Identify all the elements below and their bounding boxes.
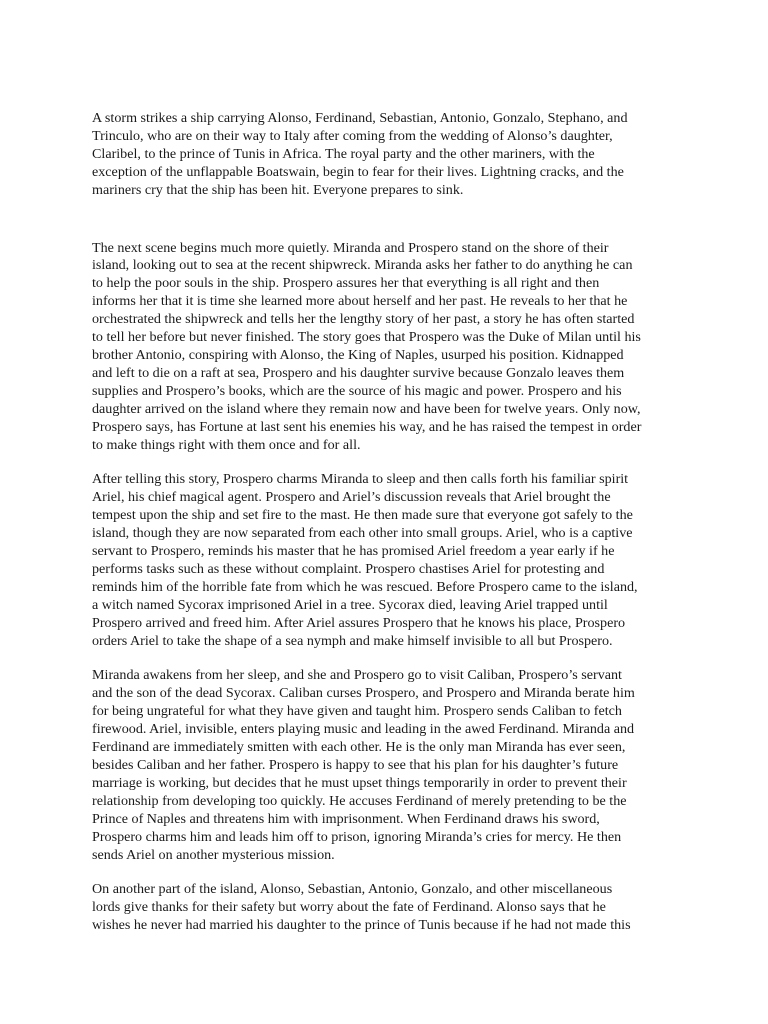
text-line: island, though they are now separated from each other into small groups. Ariel, who is a captive (92, 525, 633, 542)
text-line: Prospero charms him and leads him off to prison, ignoring Miranda’s cries for mercy. He then (92, 828, 622, 845)
paragraph-next-scene (92, 240, 662, 455)
text-line: After telling this story, Prospero charms Miranda to sleep and then calls forth his familiar spirit (92, 471, 629, 488)
text-line: informs her that it is time she learned more about herself and her past. He reveals to her that he (92, 293, 628, 310)
text-line: Claribel, to the prince of Tunis in Africa. The royal party and the other mariners, with the (92, 145, 595, 162)
text-line: sends Ariel on another mysterious mission. (92, 846, 335, 863)
text-line: reminds him of the horrible fate from which he was rescued. Before Prospero came to the island, (92, 578, 638, 595)
text-line: Prospero arrived and freed him. After Ariel assures Prospero that he knows his place, Prospero (92, 614, 626, 631)
text-line: daughter arrived on the island where they remain now and have been for twelve years. Only now, (92, 400, 641, 417)
text-line: island, looking out to sea at the recent shipwreck. Miranda asks her father to do anything he can (92, 257, 633, 274)
text-line: Ariel, his chief magical agent. Prospero and Ariel’s discussion reveals that Ariel brought the (92, 489, 611, 506)
text-line: firewood. Ariel, invisible, enters playing music and leading in the awed Ferdinand. Miranda and (92, 721, 635, 738)
text-line: exception of the unflappable Boatswain, begin to fear for their lives. Lightning cracks, and the (92, 163, 624, 180)
paragraph-ariel (92, 471, 662, 650)
text-line: and the son of the dead Sycorax. Caliban curses Prospero, and Prospero and Miranda berate him (92, 685, 635, 702)
text-line: Trinculo, who are on their way to Italy after coming from the wedding of Alonso’s daughter, (92, 127, 613, 144)
paragraph-lords (92, 881, 662, 935)
text-line: Miranda awakens from her sleep, and she and Prospero go to visit Caliban, Prospero’s servant (92, 667, 622, 684)
paragraph-storm (92, 110, 662, 200)
text-line: performs tasks such as these without complaint. Prospero chastises Ariel for protesting and (92, 560, 605, 577)
text-line: Prospero says, has Fortune at last sent his enemies his way, and he has raised the tempest in order (92, 418, 642, 435)
text-line: tempest upon the ship and set fire to the mast. He then made sure that everyone got safely to the (92, 507, 633, 524)
text-line: mariners cry that the ship has been hit. Everyone prepares to sink. (92, 181, 464, 198)
text-line: relationship from developing too quickly. He accuses Ferdinand of merely pretending to be the (92, 792, 627, 809)
text-line: On another part of the island, Alonso, Sebastian, Antonio, Gonzalo, and other miscellaneous (92, 881, 613, 898)
text-line: Prince of Naples and threatens him with imprisonment. When Ferdinand draws his sword, (92, 810, 600, 827)
paragraph-caliban (92, 667, 662, 864)
text-line: marriage is working, but decides that he must upset things temporarily in order to prevent their (92, 774, 627, 791)
text-line: lords give thanks for their safety but worry about the fate of Ferdinand. Alonso says that he (92, 899, 606, 916)
text-line: supplies and Prospero’s books, which are the source of his magic and power. Prospero and his (92, 382, 622, 399)
text-line: a witch named Sycorax imprisoned Ariel in a tree. Sycorax died, leaving Ariel trapped until (92, 596, 608, 613)
text-line: besides Caliban and her father. Prospero is happy to see that his plan for his daughter’s future (92, 757, 619, 773)
text-line: wishes he never had married his daughter to the prince of Tunis because if he had not made this (92, 917, 631, 934)
text-line: to tell her before but never finished. The story goes that Prospero was the Duke of Milan until his (92, 329, 641, 346)
text-line: servant to Prospero, reminds his master that he has promised Ariel freedom a year early if he (92, 543, 615, 560)
text-line: for being ungrateful for what they have given and taught him. Prospero sends Caliban to fetch (92, 703, 622, 720)
text-line: A storm strikes a ship carrying Alonso, Ferdinand, Sebastian, Antonio, Gonzalo, Stephano, and (92, 110, 628, 126)
text-line: orchestrated the shipwreck and tells her the lengthy story of her past, a story he has often started (92, 311, 635, 328)
text-line: The next scene begins much more quietly. Miranda and Prospero stand on the shore of their (92, 239, 609, 256)
text-line: Ferdinand are immediately smitten with each other. He is the only man Miranda has ever seen, (92, 739, 626, 756)
text-line: brother Antonio, conspiring with Alonso, the King of Naples, usurped his position. Kidnapped (92, 346, 624, 363)
text-line: to help the poor souls in the ship. Prospero assures her that everything is all right and then (92, 275, 600, 292)
text-line: and left to die on a raft at sea, Prospero and his daughter survive because Gonzalo leaves them (92, 364, 625, 381)
document-page (92, 110, 662, 935)
text-line: orders Ariel to take the shape of a sea nymph and make himself invisible to all but Prospero. (92, 632, 613, 649)
text-line: to make things right with them once and for all. (92, 436, 361, 453)
